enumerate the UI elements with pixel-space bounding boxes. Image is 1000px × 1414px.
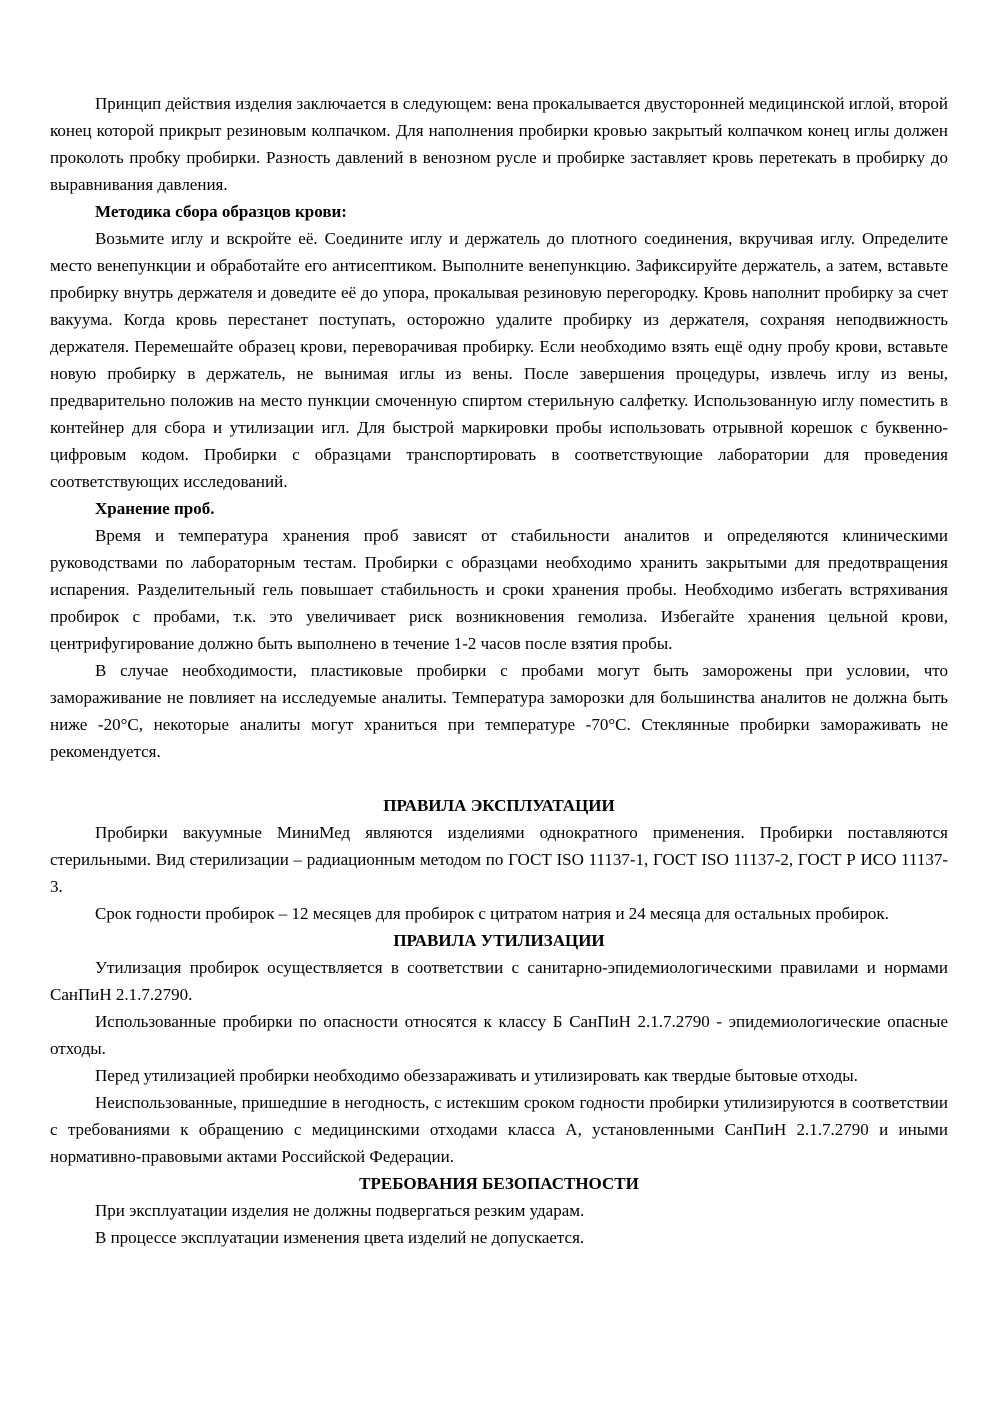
paragraph-used-tubes-hazard-class: Использованные пробирки по опасности относятся к классу Б СанПиН 2.1.7.2790 - эпидемиологические опасные отходы. [50, 1012, 948, 1058]
paragraph-collection-procedure: Возьмите иглу и вскройте её. Соедините иглу и держатель до плотного соединения, вкручивая иглу. Определите место венепункции и обработайте его антисептиком. Выполните венепункцию. Зафиксируйте держатель, а затем, вставьте пробирку внутрь держателя и доведите её до упора, прокалывая резиновую перегородку. Кровь наполнит пробирку за счет вакуума. Когда кровь перестанет поступать, осторожно удалите пробирку из держателя, сохраняя неподвижность держателя. Перемешайте образец крови, переворачивая пробирку. Если необходимо взять ещё одну пробу крови, вставьте новую пробирку в держатель, не вынимая иглы из вены. После завершения процедуры, извлечь иглу из вены, предварительно положив на место пункции смоченную спиртом стерильную салфетку. Использованную иглу поместить в контейнер для сбора и утилизации игл. Для быстрой маркировки пробы использовать отрывной корешок с буквенно-цифровым кодом. Пробирки с образцами транспортировать в соответствующие лаборатории для проведения соответствующих исследований. [50, 229, 948, 491]
paragraph-sterilization: Пробирки вакуумные МиниМед являются изделиями однократного применения. Пробирки поставляются стерильными. Вид стерилизации – радиационным методом по ГОСТ ISO 11137-1, ГОСТ ISO 11137-2, ГОСТ Р ИСО 11137-3. [50, 823, 948, 896]
heading-blood-collection-method: Методика сбора образцов крови: [95, 202, 347, 221]
heading-sample-storage: Хранение проб. [95, 499, 215, 518]
paragraph-operating-principle: Принцип действия изделия заключается в следующем: вена прокалывается двусторонней медицинской иглой, второй конец которой прикрыт резиновым колпачком. Для наполнения пробирки кровью закрытый колпачком конец иглы должен проколоть пробку пробирки. Разность давлений в венозном русле и пробирке заставляет кровь перетекать в пробирку до выравнивания давления. [50, 94, 948, 194]
paragraph-disinfection-before-disposal: Перед утилизацией пробирки необходимо обеззараживать и утилизировать как твердые бытовые отходы. [95, 1066, 858, 1085]
heading-disposal-rules: ПРАВИЛА УТИЛИЗАЦИИ [393, 931, 605, 950]
paragraph-disposal-sanpin: Утилизация пробирок осуществляется в соответствии с санитарно-эпидемиологическими правилами и нормами СанПиН 2.1.7.2790. [50, 958, 948, 1004]
paragraph-freezing-conditions: В случае необходимости, пластиковые пробирки с пробами могут быть заморожены при условии, что замораживание не повлияет на исследуемые аналиты. Температура заморозки для большинства аналитов не должна быть ниже -20°С, некоторые аналиты могут храниться при температуре -70°С. Стеклянные пробирки замораживать не рекомендуется. [50, 661, 948, 761]
paragraph-shelf-life: Срок годности пробирок – 12 месяцев для пробирок с цитратом натрия и 24 месяца для остальных пробирок. [95, 904, 889, 923]
heading-operation-rules: ПРАВИЛА ЭКСПЛУАТАЦИИ [383, 796, 615, 815]
paragraph-no-sharp-impacts: При эксплуатации изделия не должны подвергаться резким ударам. [95, 1201, 585, 1220]
paragraph-unused-expired-tubes: Неиспользованные, пришедшие в негодность, с истекшим сроком годности пробирки утилизируются в соответствии с требованиями к обращению с медицинскими отходами класса А, установленными СанПиН 2.1.7.2790 и иными нормативно-правовыми актами Российской Федерации. [50, 1093, 948, 1166]
paragraph-no-color-change: В процессе эксплуатации изменения цвета изделий не допускается. [95, 1228, 585, 1247]
heading-safety-requirements: ТРЕБОВАНИЯ БЕЗОПАСТНОСТИ [359, 1174, 639, 1193]
paragraph-storage-conditions: Время и температура хранения проб зависят от стабильности аналитов и определяются клиническими руководствами по лабораторным тестам. Пробирки с образцами необходимо хранить закрытыми для предотвращения испарения. Разделительный гель повышает стабильность и сроки хранения пробы. Необходимо избегать встряхивания пробирок с пробами, т.к. это увеличивает риск возникновения гемолиза. Избегайте хранения цельной крови, центрифугирование должно быть выполнено в течение 1-2 часов после взятия пробы. [50, 526, 948, 653]
